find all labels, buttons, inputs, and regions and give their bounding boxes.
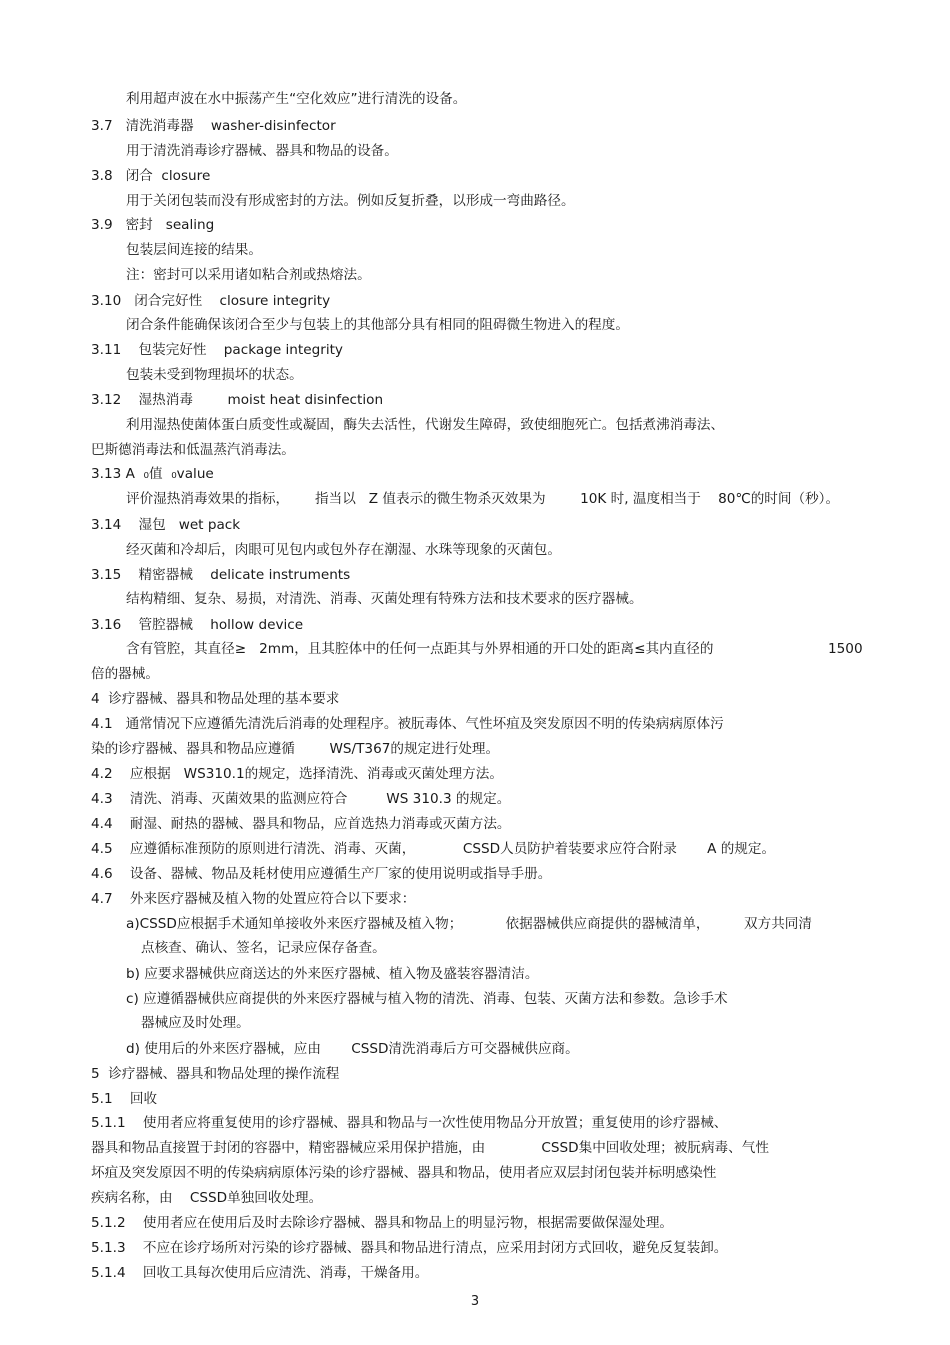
- text-line: 包装未受到物理损坏的状态。: [126, 367, 303, 383]
- text-line: 注：密封可以采用诸如粘合剂或热熔法。: [126, 267, 371, 283]
- text-line: 5 诊疗器械、器具和物品处理的操作流程: [91, 1066, 340, 1082]
- text-line: 4.5 应遵循标准预防的原则进行清洗、消毒、灭菌， CSSD人员防护着装要求应符合附录 A 的规定。: [91, 841, 776, 857]
- text-line: d) 使用后的外来医疗器械，应由 CSSD清洗消毒后方可交器械供应商。: [126, 1041, 579, 1057]
- text-line: 5.1.4 回收工具每次使用后应清洗、消毒，干燥备用。: [91, 1265, 429, 1281]
- text-line: 3.14 湿包 wet pack: [91, 517, 241, 533]
- text-line: 巴斯德消毒法和低温蒸汽消毒法。: [91, 442, 295, 458]
- text-line: 4.1 通常情况下应遵循先清洗后消毒的处理程序。被朊毒体、气性坏疽及突发原因不明的传染病病原体污: [91, 716, 724, 732]
- text-line: 点核查、确认、签名，记录应保存备查。: [141, 940, 386, 956]
- text-line: 3.15 精密器械 delicate instruments: [91, 567, 351, 583]
- text-line: 4.3 清洗、消毒、灭菌效果的监测应符合 WS 310.3 的规定。: [91, 791, 511, 807]
- text-line: 用于清洗消毒诊疗器械、器具和物品的设备。: [126, 143, 398, 159]
- text-line: 3.8 闭合 closure: [91, 168, 211, 184]
- text-line: 3.9 密封 sealing: [91, 217, 215, 233]
- text-line: 5.1.1 使用者应将重复使用的诊疗器械、器具和物品与一次性使用物品分开放置；重复使用的诊疗器械、: [91, 1115, 728, 1131]
- text-line: 器械应及时处理。: [141, 1015, 250, 1031]
- text-line: 疾病名称，由 CSSD单独回收处理。: [91, 1190, 323, 1206]
- text-line: 1500: [828, 641, 863, 657]
- text-line: c) 应遵循器械供应商提供的外来医疗器械与植入物的清洗、消毒、包装、灭菌方法和参数。急诊手术: [126, 991, 728, 1007]
- text-line: 器具和物品直接置于封闭的容器中，精密器械应采用保护措施，由 CSSD集中回收处理；被朊病毒、气性: [91, 1140, 769, 1156]
- text-line: 4 诊疗器械、器具和物品处理的基本要求: [91, 691, 340, 707]
- text-line: 3.10 闭合完好性 closure integrity: [91, 293, 331, 309]
- text-line: 利用湿热使菌体蛋白质变性或凝固，酶失去活性，代谢发生障碍，致使细胞死亡。包括煮沸消毒法、: [126, 417, 725, 433]
- text-line: 4.7 外来医疗器械及植入物的处置应符合以下要求：: [91, 891, 416, 907]
- text-line: 经灭菌和冷却后，肉眼可见包内或包外存在潮湿、水珠等现象的灭菌包。: [126, 542, 561, 558]
- text-line: 结构精细、复杂、易损，对清洗、消毒、灭菌处理有特殊方法和技术要求的医疗器械。: [126, 591, 643, 607]
- text-line: 倍的器械。: [91, 666, 159, 682]
- text-line: 3.11 包装完好性 package integrity: [91, 342, 343, 358]
- text-line: 评价湿热消毒效果的指标， 指当以 Z 值表示的微生物杀灭效果为 10K 时, 温度相当于 80℃的时间（秒）。: [126, 491, 840, 507]
- text-line: 5.1.3 不应在诊疗场所对污染的诊疗器械、器具和物品进行清点，应采用封闭方式回收，避免反复装卸。: [91, 1240, 728, 1256]
- text-line: 5.1.2 使用者应在使用后及时去除诊疗器械、器具和物品上的明显污物，根据需要做保湿处理。: [91, 1215, 674, 1231]
- text-line: 3.12 湿热消毒 moist heat disinfection: [91, 392, 384, 408]
- text-line: 利用超声波在水中振荡产生“空化效应”进行清洗的设备。: [126, 91, 467, 107]
- text-line: 4.6 设备、器械、物品及耗材使用应遵循生产厂家的使用说明或指导手册。: [91, 866, 552, 882]
- text-line: 3.7 清洗消毒器 washer-disinfector: [91, 118, 336, 134]
- text-line: 闭合条件能确保该闭合至少与包装上的其他部分具有相同的阻碍微生物进入的程度。: [126, 317, 629, 333]
- page-number: 3: [470, 1294, 480, 1309]
- text-line: 4.2 应根据 WS310.1的规定，选择清洗、消毒或灭菌处理方法。: [91, 766, 503, 782]
- text-line: 含有管腔，其直径≥ 2mm，且其腔体中的任何一点距其与外界相通的开口处的距离≤其内直径的: [126, 641, 714, 657]
- text-line: 3.16 管腔器械 hollow device: [91, 617, 304, 633]
- text-line: 包装层间连接的结果。: [126, 242, 262, 258]
- text-line: 3.13 A ₀值 ₀value: [91, 466, 214, 482]
- text-line: 坏疽及突发原因不明的传染病病原体污染的诊疗器械、器具和物品，使用者应双层封闭包装并标明感染性: [91, 1165, 717, 1181]
- text-line: 4.4 耐湿、耐热的器械、器具和物品，应首选热力消毒或灭菌方法。: [91, 816, 511, 832]
- text-line: b) 应要求器械供应商送达的外来医疗器械、植入物及盛装容器清洁。: [126, 966, 539, 982]
- text-line: a)CSSD应根据手术通知单接收外来医疗器械及植入物； 依据器械供应商提供的器械清单， 双方共同清: [126, 916, 812, 932]
- text-line: 5.1 回收: [91, 1091, 158, 1107]
- text-line: 用于关闭包装而没有形成密封的方法。例如反复折叠，以形成一弯曲路径。: [126, 193, 575, 209]
- text-line: 染的诊疗器械、器具和物品应遵循 WS/T367的规定进行处理。: [91, 741, 500, 757]
